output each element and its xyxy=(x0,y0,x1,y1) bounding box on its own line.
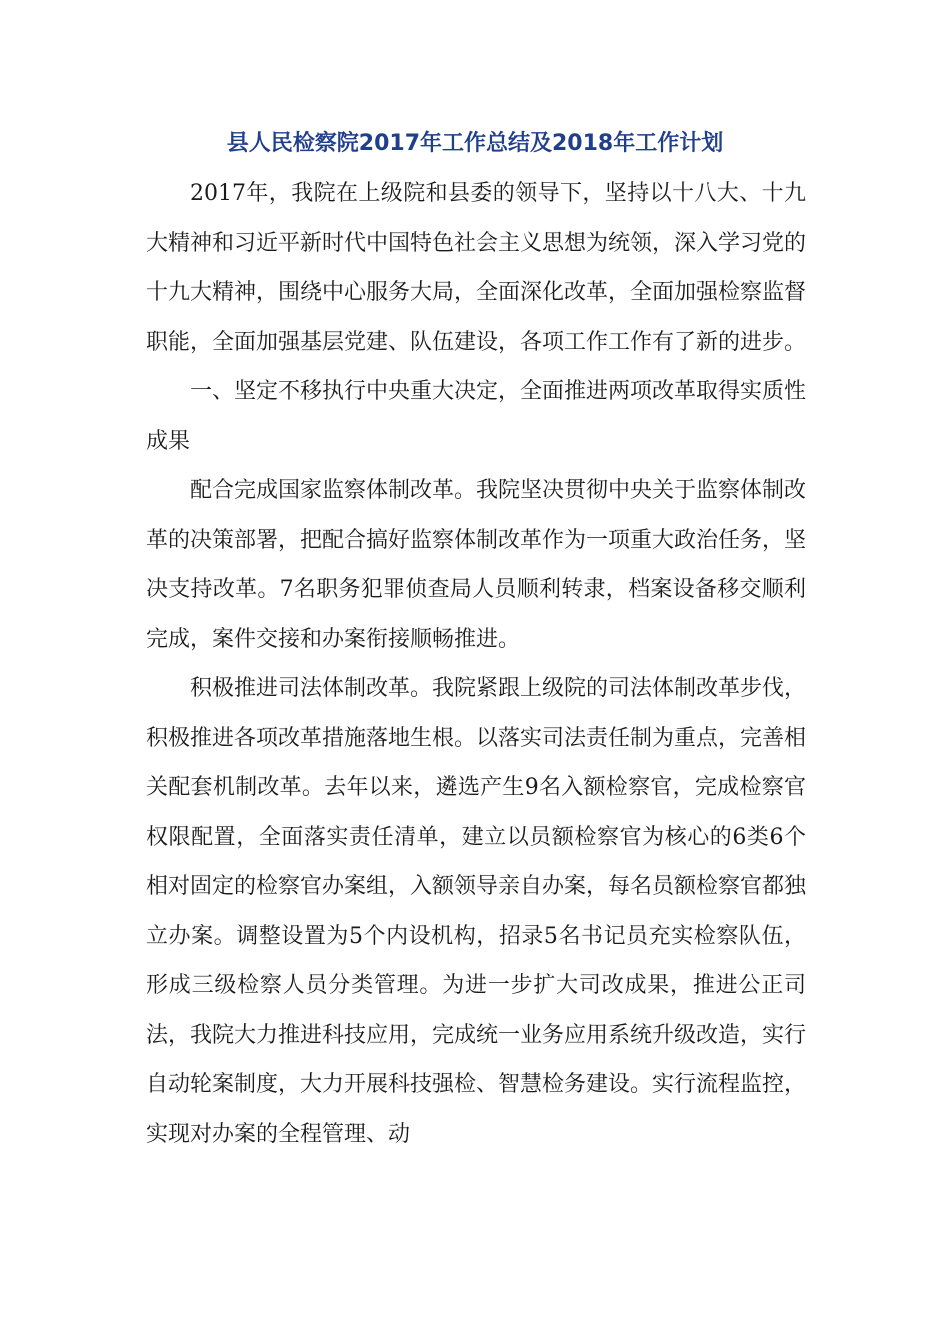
document-body xyxy=(146,169,806,1159)
document-title: 县人民检察院2017年工作总结及2018年工作计划 xyxy=(226,131,724,156)
paragraph-supervision-reform: 配合完成国家监察体制改革。我院坚决贯彻中央关于监察体制改革的决策部署，把配合搞好监察体制改革作为一项重大政治任务，坚决支持改革。7名职务犯罪侦查局人员顺利转隶，档案设备移交顺利完成，案件交接和办案衔接顺畅推进。 xyxy=(146,478,807,652)
paragraph-judicial-reform: 积极推进司法体制改革。我院紧跟上级院的司法体制改革步伐，积极推进各项改革措施落地生根。以落实司法责任制为重点，完善相关配套机制改革。去年以来，遴选产生9名入额检察官，完成检察官权限配置，全面落实责任清单，建立以员额检察官为核心的6类6个相对固定的检察官办案组，入额领导亲自办案，每名员额检察官都独立办案。调整设置为5个内设机构，招录5名书记员充实检察队伍，形成三级检察人员分类管理。为进一步扩大司改成果，推进公正司法，我院大力推进科技应用，完成统一业务应用系统升级改造，实行自动轮案制度，大力开展科技强检、智慧检务建设。实行流程监控，实现对办案的全程管理、动 xyxy=(146,676,807,1147)
paragraph-intro: 2017年，我院在上级院和县委的领导下，坚持以十八大、十九大精神和习近平新时代中国特色社会主义思想为统领，深入学习党的十九大精神，围绕中心服务大局，全面深化改革，全面加强检察监督职能，全面加强基层党建、队伍建设，各项工作工作有了新的进步。 xyxy=(146,181,807,355)
paragraph-section-heading-1: 一、坚定不移执行中央重大决定，全面推进两项改革取得实质性成果 xyxy=(146,379,807,454)
